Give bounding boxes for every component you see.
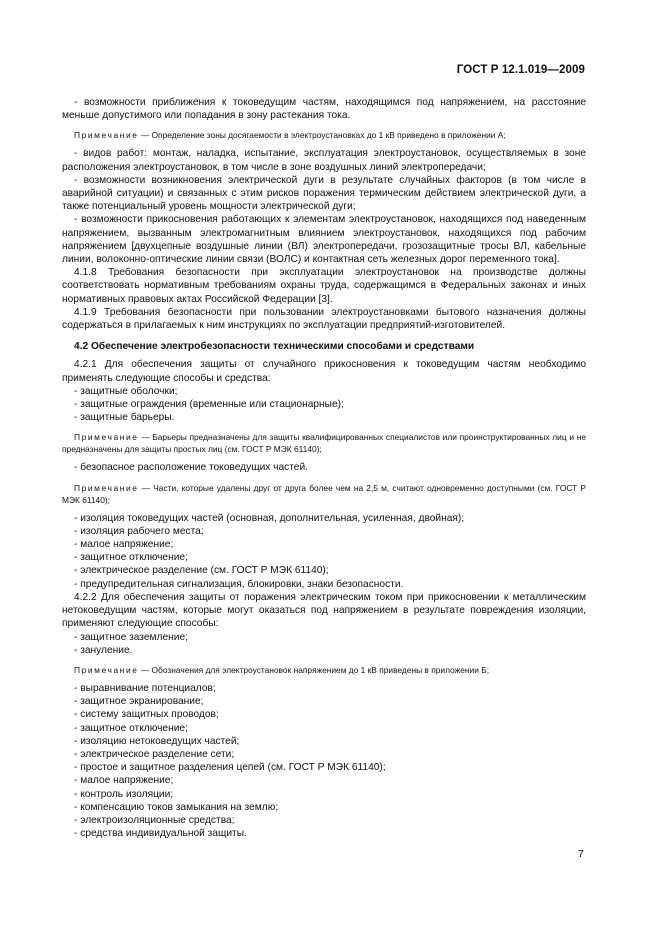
paragraph: - возможности возникновения электрической дуги в результате случайных факторов (в том числе в аварийной ситуации) и связанных с этим рисков поражения термическим действием электрической дуги, а также потенциальный уровень мощности электрической дуги;	[62, 174, 586, 213]
list-item: - систему защитных проводов;	[74, 709, 219, 721]
section-heading: 4.2 Обеспечение электробезопасности техническими способами и средствами	[74, 341, 475, 353]
paragraph-4-1-8: 4.1.8 Требования безопасности при эксплуатации электроустановок на производстве должны соответствовать нормативным требованиям охраны труда, содержащимся в Федеральных законах и иных нормативных правовых актах Российской Федерации [3].	[62, 267, 586, 305]
list-item: - изоляцию нетоковедущих частей;	[74, 735, 240, 747]
paragraph: - видов работ: монтаж, наладка, испытание, эксплуатация электроустановок, осуществляемых в зоне расположения электроустановок, в том числе в зоне воздушных линий электропередачи;	[62, 148, 586, 173]
note	[62, 431, 586, 455]
note-text: — Обозначения для электроустановок напряжением до 1 кВ приведены в приложении Б;	[140, 664, 490, 675]
list-item: - безопасное расположение токоведущих частей.	[74, 462, 308, 474]
list-item: - предупредительная сигнализация, блокировки, знаки безопасности.	[74, 578, 404, 590]
paragraph: - возможности приближения к токоведущим частям, находящимся под напряжением, на расстояние меньше допустимого или попадания в зону растекания тока.	[62, 97, 586, 122]
list-item: - зануление.	[74, 644, 133, 656]
list-item: - компенсацию токов замыкания на землю;	[74, 801, 279, 813]
note-text: — Определение зоны досягаемости в электроустановках до 1 кВ приведено в приложении А;	[140, 130, 506, 141]
list-item: - защитные барьеры.	[74, 412, 175, 424]
list-item: - простое и защитное разделения цепей (см. ГОСТ Р МЭК 61140);	[74, 762, 386, 774]
paragraph-4-2-1: 4.2.1 Для обеспечения защиты от случайного прикосновения к токоведущим частям необходимо применять следующие способы и средства:	[62, 359, 586, 384]
list-item: - защитное отключение;	[74, 722, 188, 734]
note-label: Примечание	[74, 664, 139, 675]
list-item: - защитные ограждения (временные или стационарные);	[74, 399, 344, 411]
list-item: - изоляция рабочего места;	[74, 525, 204, 537]
list-item: - защитное заземление;	[74, 631, 188, 643]
list-item: - изоляция токоведущих частей (основная, дополнительная, усиленная, двойная);	[74, 512, 465, 524]
page-number: 7	[578, 848, 584, 860]
list-item: - малое напряжение;	[74, 539, 174, 551]
list-item: - защитные оболочки;	[74, 385, 178, 397]
note-label: Примечание	[74, 482, 139, 493]
list-item: - средства индивидуальной защиты.	[74, 828, 247, 840]
list-item: - защитное отключение;	[74, 552, 188, 564]
paragraph-4-2-2: 4.2.2 Для обеспечения защиты от поражения электрическим током при прикосновении к металлическим нетоковедущим частям, которые могут оказаться под напряжением в результате повреждения изоляции, применяют следующие способы:	[62, 591, 586, 630]
note	[62, 129, 586, 141]
note-label: Примечание	[74, 432, 139, 443]
note	[62, 664, 586, 676]
paragraph-4-1-9: 4.1.9 Требования безопасности при пользовании электроустановками бытового назначения должны содержаться в прилагаемых к ним инструкциях по эксплуатации предприятий-изготовителей.	[62, 306, 586, 332]
note-text: — Части, которые удалены друг от друга более чем на 2,5 м, считают одновременно доступными (см. ГОСТ Р МЭК 61140);	[62, 482, 586, 505]
note	[62, 482, 586, 506]
document-id-header: ГОСТ Р 12.1.019—2009	[456, 64, 585, 76]
list-item: - выравнивание потенциалов;	[74, 682, 216, 694]
list-item: - контроль изоляции;	[74, 788, 174, 800]
note-label: Примечание	[74, 130, 139, 141]
paragraph: - возможности прикосновения работающих к элементам электроустановок, находящихся под наведенным напряжением, вызванным электромагнитным влиянием электроустановок, находящихся под рабочим напряжением [двухцепные воздушные линии (ВЛ) электропередачи, грозозащитные тросы ВЛ, кабельные линии, волоконно-оптические линии связи (ВОЛС) и контактная сеть железных дорог переменного тока].	[62, 214, 586, 266]
list-item: - электроизоляционные средства;	[74, 814, 235, 826]
list-item: - защитное экранирование;	[74, 696, 204, 708]
document-body	[62, 96, 586, 840]
list-item: - малое напряжение;	[74, 775, 174, 787]
note-text: — Барьеры предназначены для защиты квалифицированных специалистов или проинструктированных лиц и не предназначены для защиты простых лиц (см. ГОСТ Р МЭК 61140);	[62, 432, 587, 455]
list-item: - электрическое разделение (см. ГОСТ Р МЭК 61140);	[74, 565, 329, 577]
list-item: - электрическое разделение сети;	[74, 748, 235, 760]
